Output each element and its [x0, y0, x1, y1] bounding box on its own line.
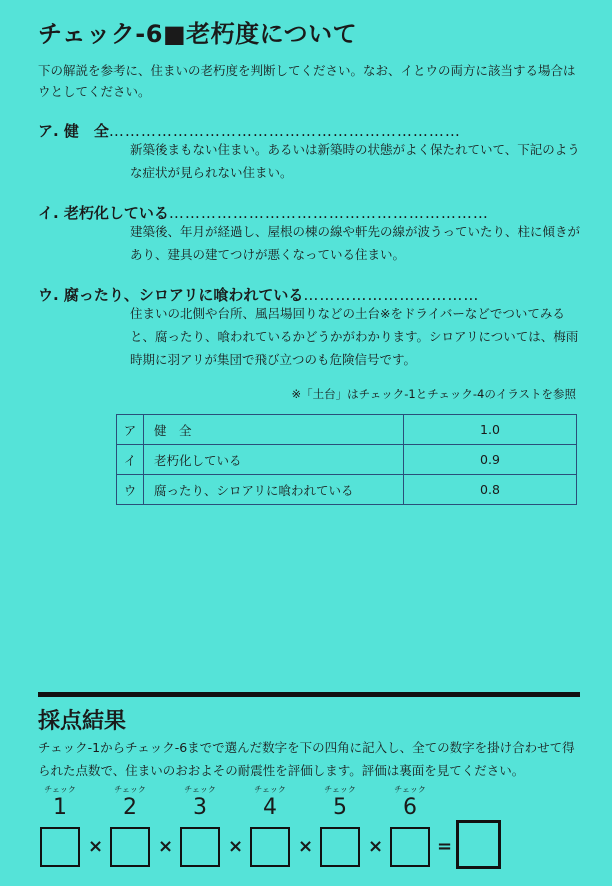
- row-value: 1.0: [404, 415, 577, 445]
- section-divider: [38, 692, 580, 697]
- score-table: [116, 414, 577, 505]
- slot-label-2: [108, 785, 152, 821]
- table-row: [117, 445, 577, 475]
- result-text: チェック-1からチェック-6までで選んだ数字を下の四角に記入し、全ての数字を掛け合わせて得られた点数で、住まいのおおよその耐震性を評価します。評価は裏面を見てください。: [38, 740, 575, 778]
- slot-caption: チェック: [114, 785, 146, 794]
- times-sign: ×: [298, 836, 314, 857]
- score-box-4[interactable]: [250, 827, 290, 867]
- section-heading-label: ア. 健 全: [38, 122, 109, 140]
- slot-number: 5: [333, 795, 347, 820]
- slot-label-1: [38, 785, 82, 821]
- times-sign: ×: [228, 836, 244, 857]
- table-row: [117, 415, 577, 445]
- times-sign: ×: [88, 836, 104, 857]
- times-sign: ×: [368, 836, 384, 857]
- leader-dots: ……………………………………………………: [168, 204, 489, 222]
- row-value: 0.9: [404, 445, 577, 475]
- section-body-u: 住まいの北側や台所、風呂場回りなどの土台※をドライバーなどでついてみると、腐ったり、喰われているかどうかがわかります。シロアリについては、梅雨時期に羽アリが集団で飛び立つのも危険信号です。: [130, 306, 579, 367]
- row-key: ア: [117, 415, 144, 445]
- slot-number: 3: [193, 795, 207, 820]
- score-box-3[interactable]: [180, 827, 220, 867]
- footnote: ※「土台」はチェック-1とチェック-4のイラストを参照: [291, 387, 576, 401]
- score-box-2[interactable]: [110, 827, 150, 867]
- row-label: 腐ったり、シロアリに喰われている: [144, 475, 404, 505]
- section-heading-label: イ. 老朽化している: [38, 204, 169, 222]
- score-box-6[interactable]: [390, 827, 430, 867]
- table-row: [117, 475, 577, 505]
- slot-caption: チェック: [184, 785, 216, 794]
- row-key: イ: [117, 445, 144, 475]
- slot-number: 2: [123, 795, 137, 820]
- intro-text: 下の解説を参考に、住まいの老朽度を判断してください。なお、イとウの両方に該当する場合はウとしてください。: [38, 63, 576, 99]
- slot-caption: チェック: [254, 785, 286, 794]
- result-title: 採点結果: [38, 709, 127, 734]
- equals-sign: =: [437, 836, 453, 857]
- slot-number: 6: [403, 795, 417, 820]
- times-sign: ×: [158, 836, 174, 857]
- section-body-i: 建築後、年月が経過し、屋根の棟の線や軒先の線が波うっていたり、柱に傾きがあり、建具の建てつけが悪くなっている住まい。: [130, 224, 581, 262]
- slot-number: 1: [53, 795, 67, 820]
- score-box-1[interactable]: [40, 827, 80, 867]
- score-box-5[interactable]: [320, 827, 360, 867]
- slot-label-6: [388, 785, 432, 821]
- slot-caption: チェック: [324, 785, 356, 794]
- leader-dots: ……………………………: [303, 286, 480, 304]
- page-title: チェック-6■老朽度について: [38, 20, 358, 48]
- slot-number: 4: [263, 795, 277, 820]
- slot-caption: チェック: [44, 785, 76, 794]
- row-label: 健 全: [144, 415, 404, 445]
- row-key: ウ: [117, 475, 144, 505]
- row-value: 0.8: [404, 475, 577, 505]
- slot-label-4: [248, 785, 292, 821]
- total-score-box[interactable]: [456, 820, 501, 869]
- row-label: 老朽化している: [144, 445, 404, 475]
- section-body-a: 新築後まもない住まい。あるいは新築時の状態がよく保たれていて、下記のような症状が見られない住まい。: [130, 142, 580, 180]
- slot-caption: チェック: [394, 785, 426, 794]
- slot-label-3: [178, 785, 222, 821]
- slot-label-5: [318, 785, 362, 821]
- section-heading-label: ウ. 腐ったり、シロアリに喰われている: [38, 286, 304, 304]
- leader-dots: …………………………………………………………: [108, 122, 461, 140]
